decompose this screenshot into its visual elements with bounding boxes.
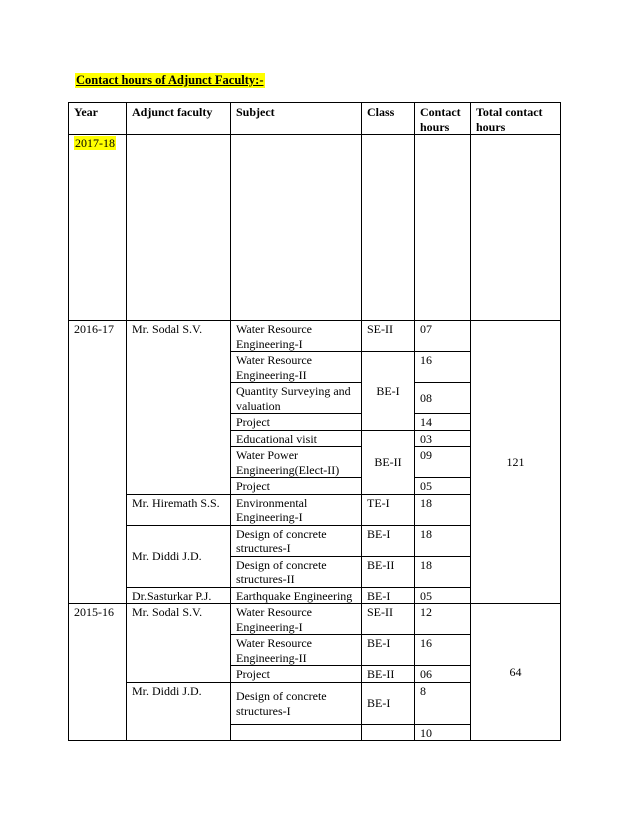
class-cell: TE-I [362, 494, 415, 525]
subject-cell: Design of concrete structures-I [231, 525, 362, 556]
hours-cell: 18 [415, 556, 471, 587]
adjunct-faculty-table [68, 102, 561, 741]
hours-cell: 03 [415, 430, 471, 447]
faculty-cell: Mr. Diddi J.D. [127, 525, 231, 587]
subject-cell: Project [231, 478, 362, 495]
header-contact-hours: Contact hours [415, 103, 471, 135]
faculty-cell: Mr. Sodal S.V. [127, 321, 231, 495]
table-row [69, 135, 561, 321]
table-row [69, 321, 561, 352]
hours-cell: 05 [415, 587, 471, 604]
hours-cell: 08 [415, 383, 471, 414]
total-hours-cell: 121 [471, 321, 561, 604]
header-row [69, 103, 561, 135]
subject-cell: Water Power Engineering(Elect-II) [231, 447, 362, 478]
year-cell: 2015-16 [69, 604, 127, 741]
class-cell: BE-I [362, 682, 415, 724]
subject-cell: Project [231, 666, 362, 683]
subject-cell: Design of concrete structures-II [231, 556, 362, 587]
hours-cell: 06 [415, 666, 471, 683]
class-cell: SE-II [362, 321, 415, 352]
subject-cell: Water Resource Engineering-II [231, 635, 362, 666]
class-cell: BE-I [362, 635, 415, 666]
subject-cell: Educational visit [231, 430, 362, 447]
subject-cell: Environmental Engineering-I [231, 494, 362, 525]
faculty-cell: Mr. Diddi J.D. [127, 682, 231, 741]
header-subject: Subject [231, 103, 362, 135]
class-cell: BE-I [362, 525, 415, 556]
subject-cell: Water Resource Engineering-I [231, 604, 362, 635]
hours-cell: 18 [415, 525, 471, 556]
hours-cell: 18 [415, 494, 471, 525]
hours-cell: 09 [415, 447, 471, 478]
subject-cell: Project [231, 414, 362, 431]
header-total-hours: Total contact hours [471, 103, 561, 135]
hours-cell: 16 [415, 352, 471, 383]
faculty-cell: Mr. Hiremath S.S. [127, 494, 231, 525]
class-cell: SE-II [362, 604, 415, 635]
header-faculty: Adjunct faculty [127, 103, 231, 135]
hours-cell: 10 [415, 724, 471, 741]
faculty-cell: Mr. Sodal S.V. [127, 604, 231, 683]
subject-cell: Quantity Surveying and valuation [231, 383, 362, 414]
subject-cell: Earthquake Engineering [231, 587, 362, 604]
header-year: Year [69, 103, 127, 135]
header-class: Class [362, 103, 415, 135]
hours-cell: 07 [415, 321, 471, 352]
table-row [69, 604, 561, 635]
subject-cell: Water Resource Engineering-I [231, 321, 362, 352]
total-hours-cell: 64 [471, 604, 561, 741]
class-cell: BE-II [362, 556, 415, 587]
year-cell [69, 135, 127, 321]
year-2017-label: 2017-18 [75, 136, 115, 150]
class-cell: BE-I [362, 352, 415, 431]
hours-cell: 05 [415, 478, 471, 495]
subject-cell: Water Resource Engineering-II [231, 352, 362, 383]
year-cell: 2016-17 [69, 321, 127, 604]
hours-cell: 16 [415, 635, 471, 666]
hours-cell: 12 [415, 604, 471, 635]
faculty-cell: Dr.Sasturkar P.J. [127, 587, 231, 604]
class-cell: BE-I [362, 587, 415, 604]
hours-cell: 8 [415, 682, 471, 724]
hours-cell: 14 [415, 414, 471, 431]
subject-cell: Design of concrete structures-I [231, 682, 362, 724]
class-cell: BE-II [362, 430, 415, 494]
class-cell: BE-II [362, 666, 415, 683]
page-heading: Contact hours of Adjunct Faculty:- [76, 73, 264, 87]
